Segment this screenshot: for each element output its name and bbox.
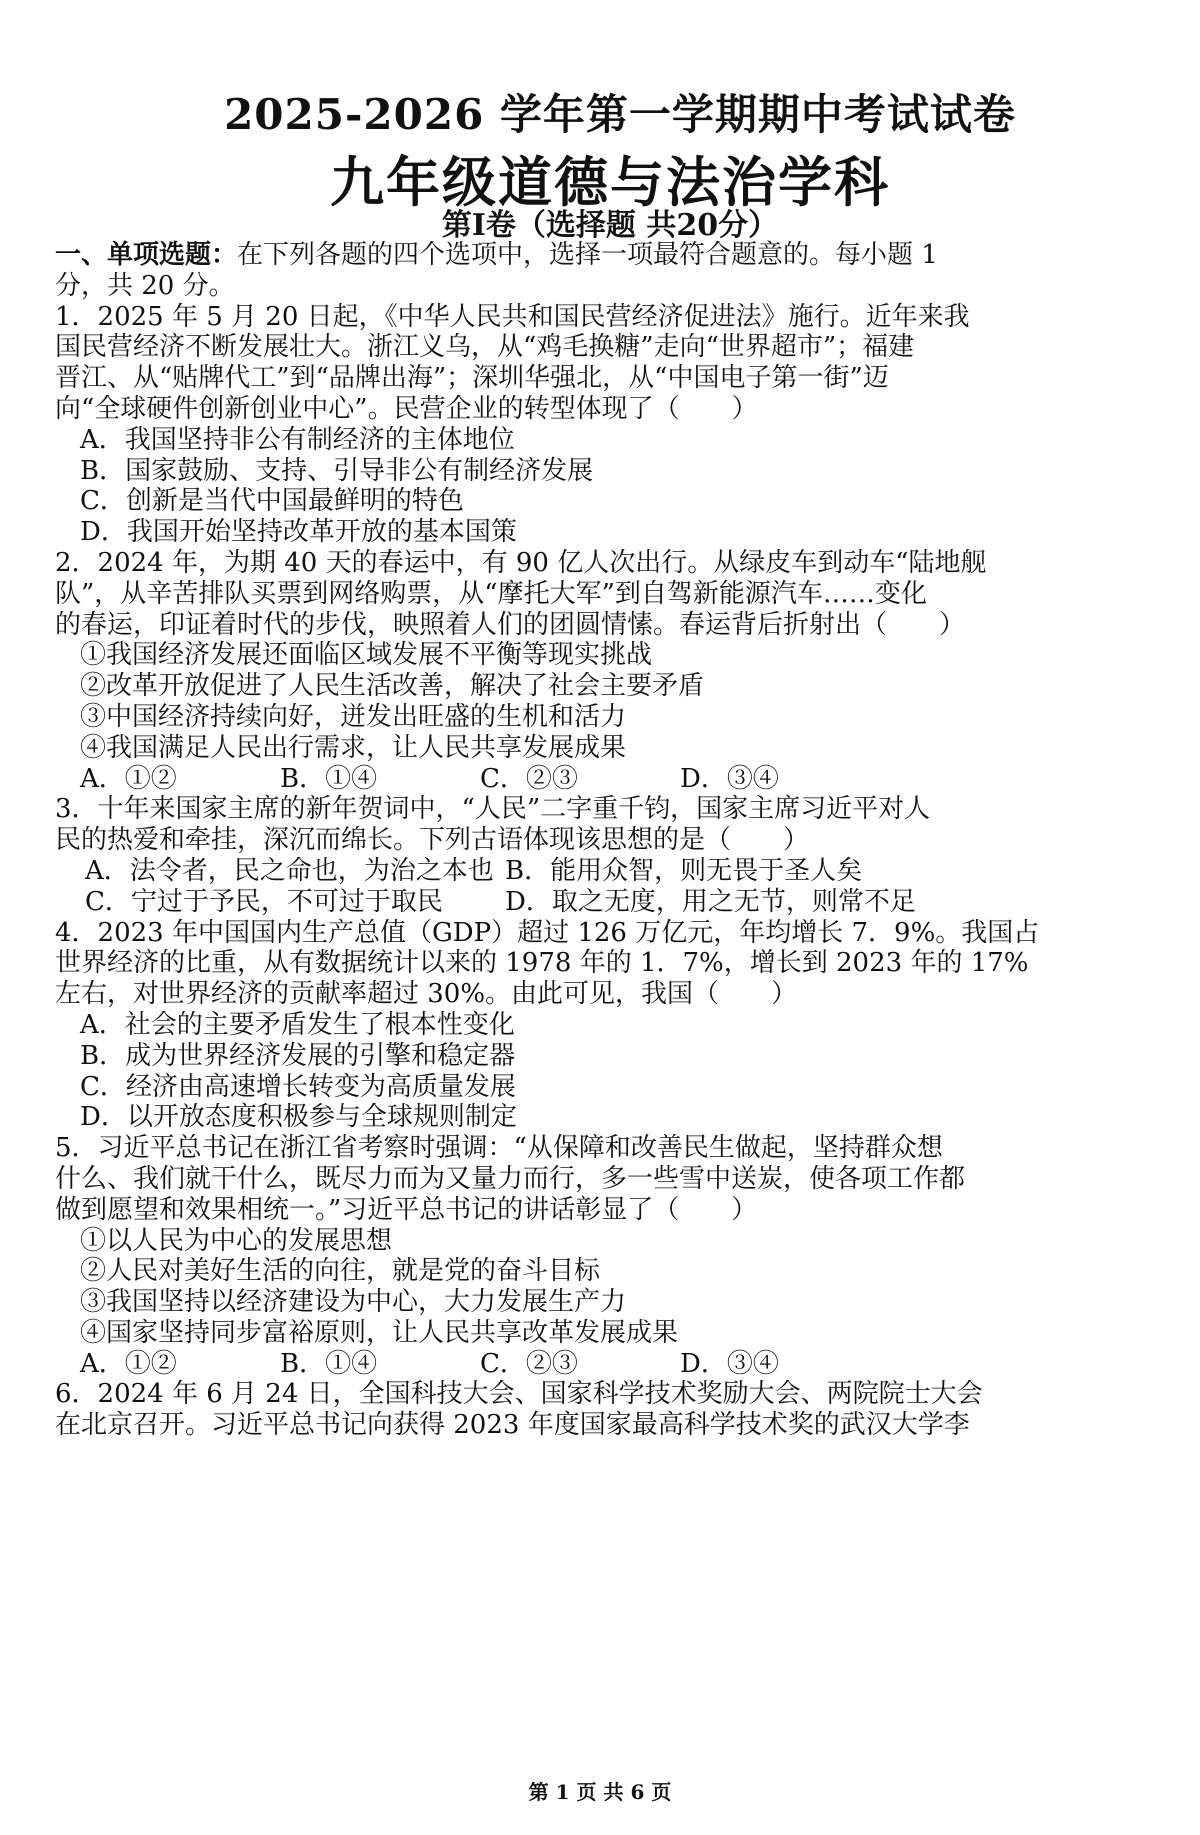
q5-options [55, 1349, 1075, 1380]
q5-option-c: C．②③ [480, 1348, 578, 1379]
q1-stem-line: 向“全球硬件创新创业中心”。民营企业的转型体现了（ ） [55, 393, 758, 424]
q4-option-c: C．经济由高速增长转变为高质量发展 [80, 1071, 516, 1102]
page-indicator: 第 1 页 共 6 页 [528, 1780, 672, 1804]
q4-option-a: A．社会的主要矛盾发生了根本性变化 [80, 1009, 515, 1040]
q5-statement-4: ④国家坚持同步富裕原则，让人民共享改革发展成果 [80, 1317, 679, 1348]
q1-option-d: D．我国开始坚持改革开放的基本国策 [80, 517, 517, 548]
q1-stem-line: 国民营经济不断发展壮大。浙江义乌，从“鸡毛换糖”走向“世界超市”；福建 [55, 332, 915, 363]
q4-option-d: D．以开放态度积极参与全球规则制定 [80, 1102, 517, 1133]
section-title: 第Ⅰ卷（选择题 共20分） [441, 208, 779, 243]
q2-option-d: D．③④ [680, 763, 779, 794]
instructions-line-2: 分，共 20 分。 [55, 270, 235, 301]
q2-options [55, 764, 1075, 795]
q4-stem-line: 世界经济的比重，从有数据统计以来的 1978 年的 1．7%，增长到 2023 年的 17% [55, 948, 1029, 979]
q3-stem-line: 3．十年来国家主席的新年贺词中，“人民”二字重千钧，国家主席习近平对人 [55, 794, 931, 825]
q2-statement-2: ②改革开放促进了人民生活改善，解决了社会主要矛盾 [80, 671, 705, 702]
q5-stem-line: 做到愿望和效果相统一。”习近平总书记的讲话彰显了（ ） [55, 1194, 758, 1225]
q2-statement-3: ③中国经济持续向好，迸发出旺盛的生机和活力 [80, 701, 627, 732]
q1-option-a: A．我国坚持非公有制经济的主体地位 [80, 424, 515, 455]
q3-option-b: B．能用众智，则无畏于圣人矣 [505, 855, 863, 886]
q5-statement-1: ①以人民为中心的发展思想 [80, 1225, 393, 1256]
q5-option-a: A．①② [80, 1348, 177, 1379]
q5-stem-line: 什么、我们就干什么，既尽力而为又量力而行，多一些雪中送炭，使各项工作都 [55, 1163, 966, 1194]
q3-options-row-1 [55, 856, 1075, 887]
q5-option-b: B．①④ [280, 1348, 378, 1379]
q5-stem-line: 5．习近平总书记在浙江省考察时强调：“从保障和改善民生做起，坚持群众想 [55, 1133, 943, 1164]
q3-stem-line: 民的热爱和牵挂，深沉而绵长。下列古语体现该思想的是（ ） [55, 825, 810, 856]
q4-stem-line: 4．2023 年中国国内生产总值（GDP）超过 126 万亿元，年均增长 7．9%。我国占 [55, 917, 1040, 948]
q5-option-d: D．③④ [680, 1348, 779, 1379]
q2-option-b: B．①④ [280, 763, 378, 794]
q2-stem-line: 2．2024 年，为期 40 天的春运中，有 90 亿人次出行。从绿皮车到动车“陆地舰 [55, 547, 987, 578]
q4-option-b: B．成为世界经济发展的引擎和稳定器 [80, 1040, 516, 1071]
q1-option-c: C．创新是当代中国最鲜明的特色 [80, 486, 464, 517]
instructions-line-1 [55, 240, 1075, 271]
subject-title: 九年级道德与法治学科 [330, 150, 890, 214]
q5-statement-3: ③我国坚持以经济建设为中心，大力发展生产力 [80, 1287, 627, 1318]
q2-statement-1: ①我国经济发展还面临区域发展不平衡等现实挑战 [80, 640, 653, 671]
q1-stem-line: 晋江、从“贴牌代工”到“品牌出海”；深圳华强北，从“中国电子第一街”迈 [55, 363, 889, 394]
q4-stem-line: 左右，对世界经济的贡献率超过 30%。由此可见，我国（ ） [55, 979, 798, 1010]
q2-statement-4: ④我国满足人民出行需求，让人民共享发展成果 [80, 732, 627, 763]
q3-options-row-2 [55, 887, 1075, 918]
instructions-text: 在下列各题的四个选项中，选择一项最符合题意的。每小题 1 [237, 240, 938, 270]
q1-stem-line: 1．2025 年 5 月 20 日起，《中华人民共和国民营经济促进法》施行。近年来我 [55, 301, 970, 332]
part-label: 一、单项选题： [55, 240, 238, 270]
q1-option-b: B．国家鼓励、支持、引导非公有制经济发展 [80, 455, 594, 486]
q3-option-c: C．宁过于予民，不可过于取民 [85, 886, 443, 917]
exam-title: 2025-2026 学年第一学期期中考试试卷 [224, 90, 1016, 139]
q3-option-a: A．法令者，民之命也，为治之本也 [85, 855, 494, 886]
q2-option-c: C．②③ [480, 763, 578, 794]
q6-stem-line: 在北京召开。习近平总书记向获得 2023 年度国家最高科学技术奖的武汉大学李 [55, 1410, 970, 1441]
q2-option-a: A．①② [80, 763, 177, 794]
q3-option-d: D．取之无度，用之无节，则常不足 [505, 886, 916, 917]
q2-stem-line: 队”，从辛苦排队买票到网络购票，从“摩托大军”到自驾新能源汽车……变化 [55, 578, 927, 609]
q2-stem-line: 的春运，印证着时代的步伐，映照着人们的团圆情愫。春运背后折射出（ ） [55, 609, 966, 640]
q5-statement-2: ②人民对美好生活的向往，就是党的奋斗目标 [80, 1256, 601, 1287]
q6-stem-line: 6．2024 年 6 月 24 日，全国科技大会、国家科学技术奖励大会、两院院士大会 [55, 1379, 983, 1410]
exam-content [55, 240, 1075, 1441]
